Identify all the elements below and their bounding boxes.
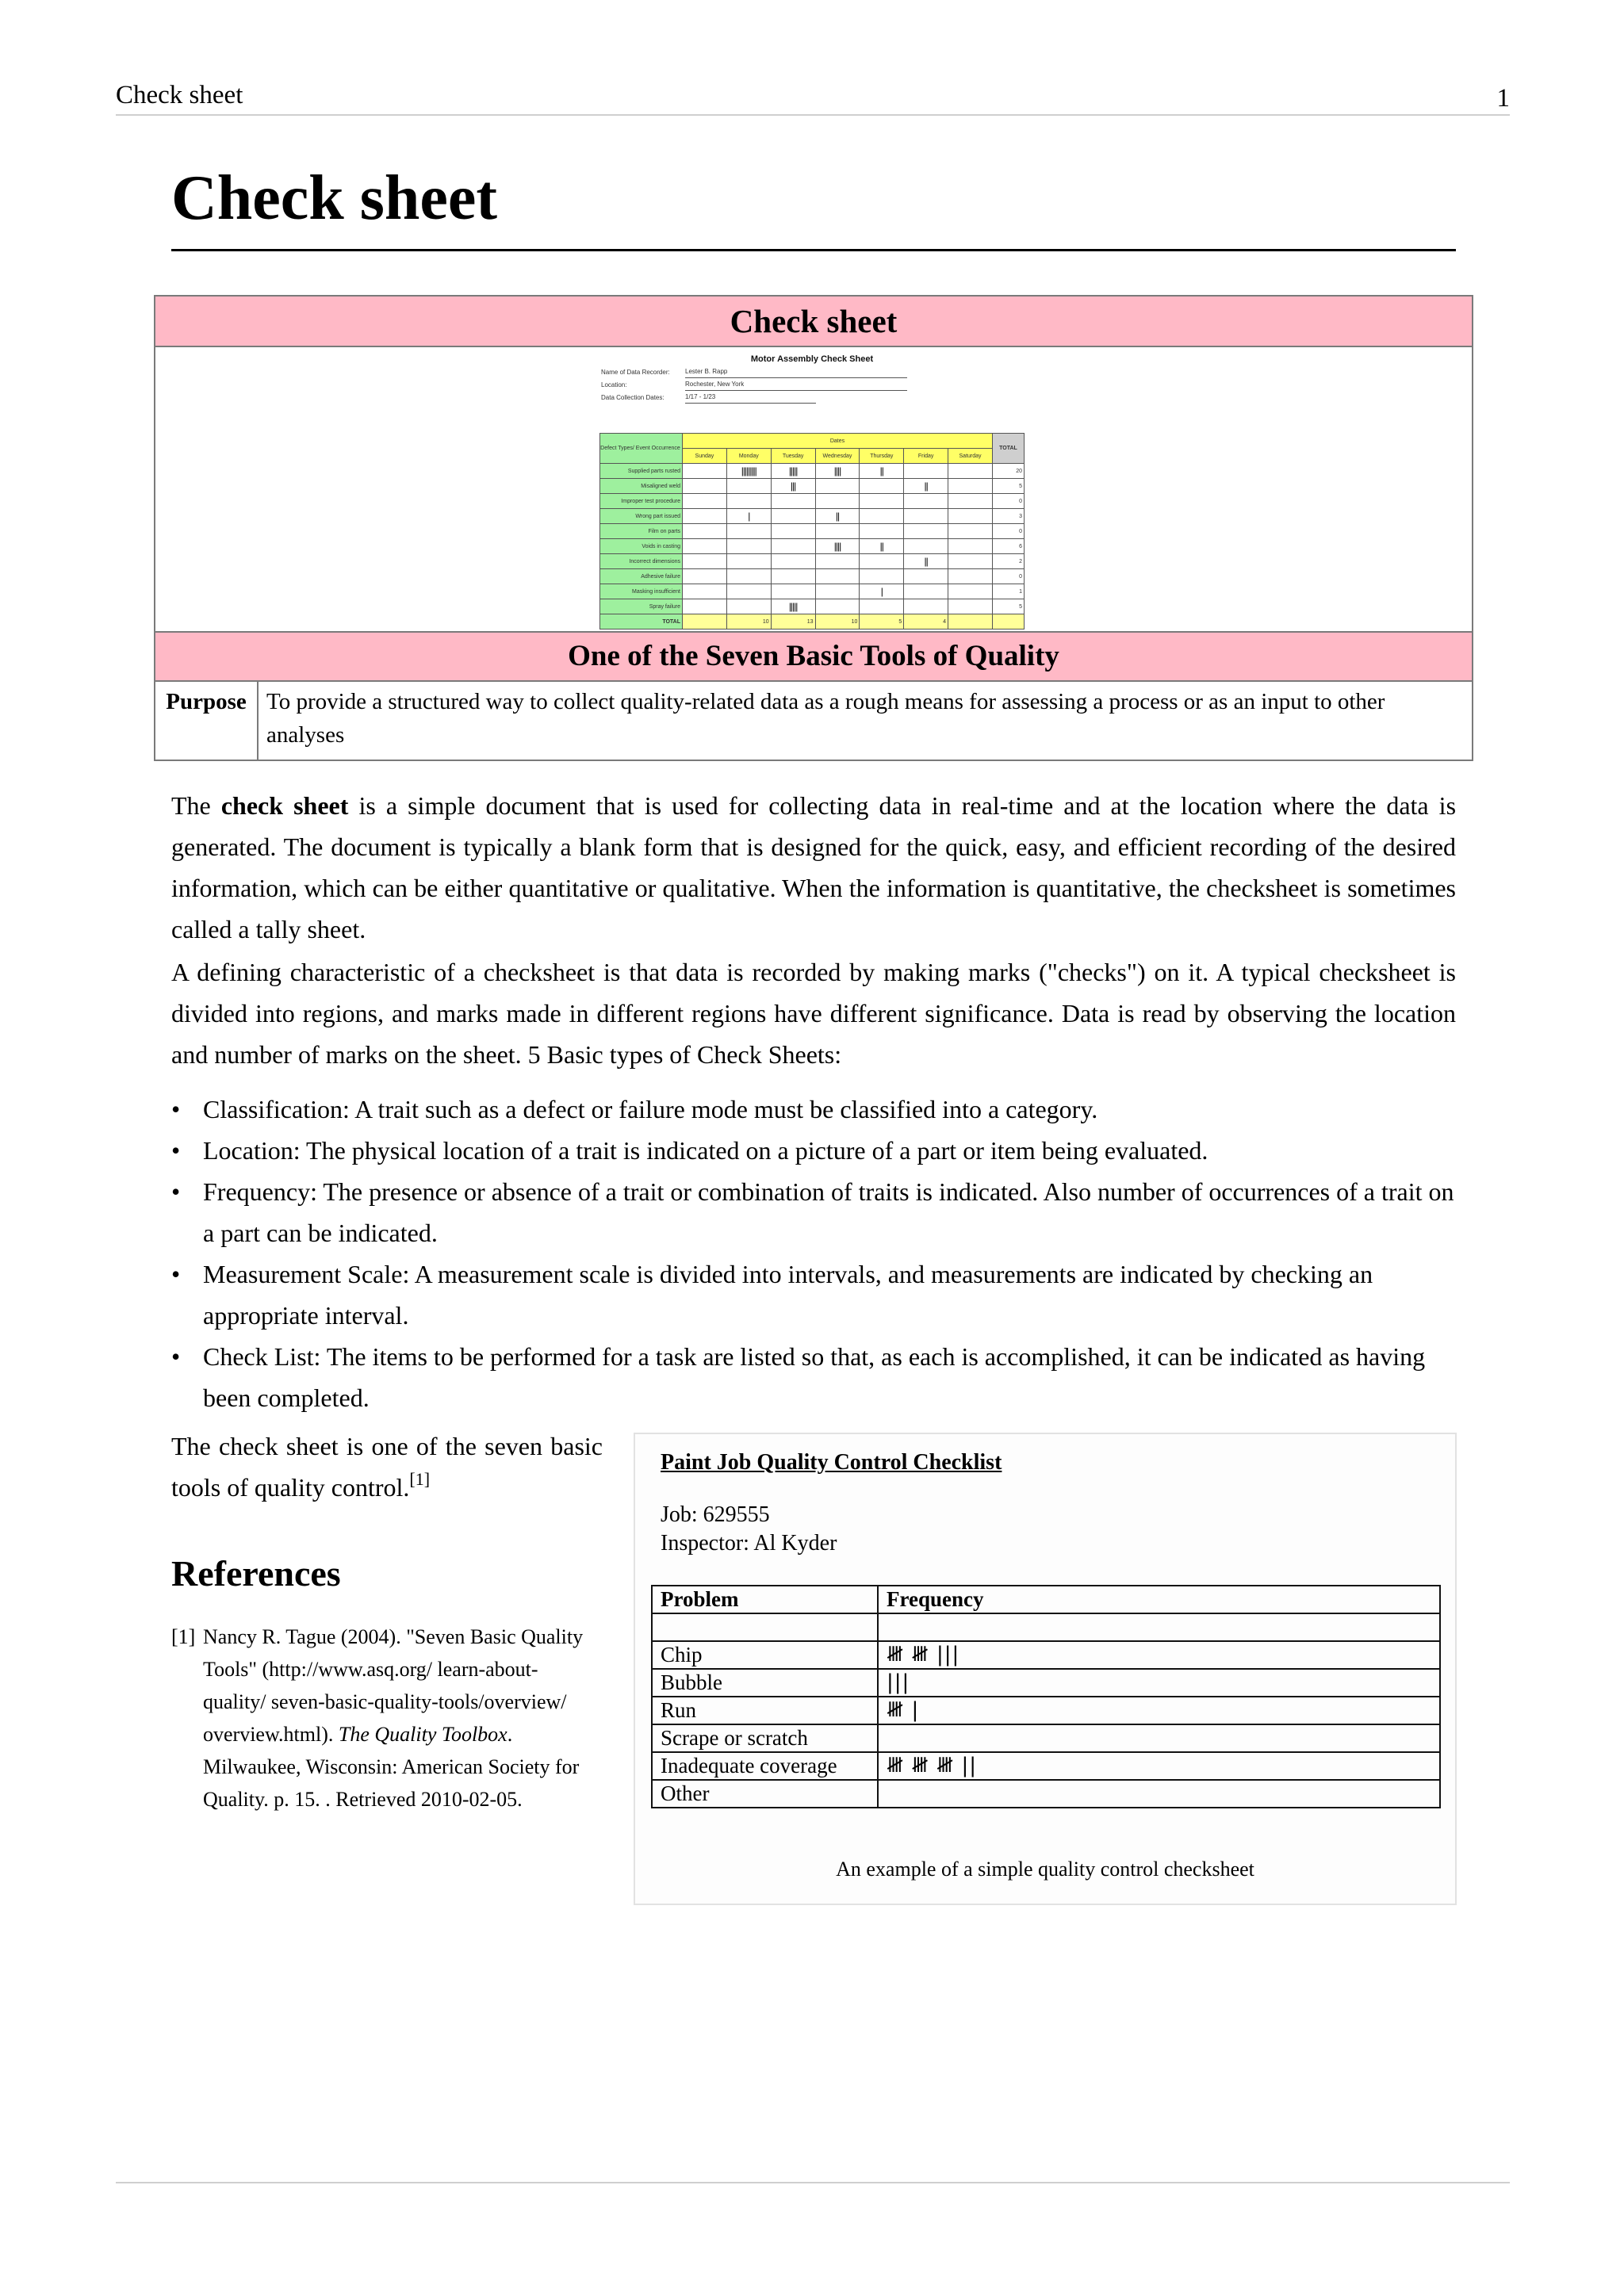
mini-tally-cell: [948, 479, 993, 494]
mini-tally-cell: |||: [771, 479, 815, 494]
mini-tally-cell: [683, 509, 727, 524]
mini-row-label: Film on parts: [600, 524, 683, 539]
mini-day-total: 4: [904, 614, 948, 629]
problem-cell: Run: [652, 1697, 878, 1724]
mini-day-header: Tuesday: [771, 449, 815, 464]
mini-tally-cell: [726, 539, 771, 554]
mini-row-label: Misaligned weld: [600, 479, 683, 494]
list-item: • Classification: A trait such as a defect or failure mode must be classified into a category.: [171, 1089, 1456, 1130]
mini-row-label: Improper test procedure: [600, 494, 683, 509]
mini-tally-cell: [815, 479, 860, 494]
mini-field-value: 1/17 - 1/23: [685, 392, 816, 404]
mini-table-row: [600, 509, 1025, 524]
mini-tally-cell: [771, 509, 815, 524]
mini-day-total: 13: [771, 614, 815, 629]
citation-link[interactable]: [1]: [409, 1469, 431, 1489]
tally-cell: 𝍸 |: [878, 1697, 1440, 1724]
mini-tally-cell: [948, 539, 993, 554]
table-row: [652, 1669, 1440, 1697]
mini-day-total: [948, 614, 993, 629]
mini-day-header: Wednesday: [815, 449, 860, 464]
motor-assembly-check-sheet: [599, 352, 1025, 625]
mini-tally-cell: [683, 569, 727, 584]
mini-tally-cell: [726, 584, 771, 599]
mini-tally-cell: [860, 569, 904, 584]
mini-table-row: [600, 584, 1025, 599]
mini-tally-cell: [815, 554, 860, 569]
mini-table-row: [600, 599, 1025, 614]
check-sheet-types-list: [171, 1089, 1456, 1418]
tally-cell: 𝍸 𝍸 𝍸 ||: [878, 1752, 1440, 1780]
problem-cell: Scrape or scratch: [652, 1724, 878, 1752]
mini-field-value: Lester B. Rapp: [685, 366, 907, 378]
mini-tally-cell: ||: [860, 464, 904, 479]
mini-tally-cell: [860, 509, 904, 524]
mini-tally-cell: [683, 539, 727, 554]
reference-citation[interactable]: Nancy R. Tague (2004). "Seven Basic Quality Tools" (http://www.asq.org/ learn-about-quality/ seven-basic-quality-tools/overview/ overview.html).: [203, 1625, 584, 1746]
footer-divider: [116, 2182, 1510, 2183]
mini-dates-header: Dates: [683, 434, 993, 449]
mini-field: [599, 366, 1025, 379]
mini-row-label: Wrong part issued: [600, 509, 683, 524]
figure-heading: Paint Job Quality Control Checklist: [661, 1450, 1002, 1475]
table-row: [652, 1724, 1440, 1752]
mini-tally-cell: [771, 554, 815, 569]
mini-tally-cell: [726, 524, 771, 539]
mini-row-label: Adhesive failure: [600, 569, 683, 584]
mini-day-total: 10: [815, 614, 860, 629]
problem-cell: Other: [652, 1780, 878, 1808]
page-header: [116, 79, 1510, 116]
mini-tally-cell: [815, 494, 860, 509]
table-header-row: [652, 1586, 1440, 1613]
table-row: [652, 1697, 1440, 1724]
paragraph-intro: [171, 785, 1456, 950]
mini-grand-total: [993, 614, 1025, 629]
mini-tally-cell: |||||: [771, 464, 815, 479]
mini-day-header: Friday: [904, 449, 948, 464]
mini-tally-cell: [683, 554, 727, 569]
mini-tally-cell: [683, 479, 727, 494]
col-frequency-header: Frequency: [878, 1586, 1440, 1613]
mini-field: [599, 392, 1025, 404]
mini-tally-cell: [726, 569, 771, 584]
mini-row-total: 5: [993, 479, 1025, 494]
mini-row-total: 6: [993, 539, 1025, 554]
problem-cell: [652, 1613, 878, 1641]
mini-tally-cell: ||||: [815, 539, 860, 554]
mini-tally-cell: [860, 554, 904, 569]
list-item: • Location: The physical location of a trait is indicated on a picture of a part or item being evaluated.: [171, 1130, 1456, 1171]
mini-row-total: 1: [993, 584, 1025, 599]
mini-tally-cell: [771, 524, 815, 539]
mini-tally-cell: [771, 539, 815, 554]
mini-row-total: 0: [993, 494, 1025, 509]
mini-tally-cell: [860, 494, 904, 509]
list-item: • Frequency: The presence or absence of a trait or combination of traits is indicated. Also number of occurrences of a trait on a part can be indicated.: [171, 1171, 1456, 1253]
mini-day-total: [683, 614, 727, 629]
mini-field-value: Rochester, New York: [685, 379, 907, 391]
page-title: Check sheet: [171, 159, 1456, 251]
mini-tally-cell: [948, 509, 993, 524]
table-row: [652, 1641, 1440, 1669]
mini-row-total: 2: [993, 554, 1025, 569]
mini-tally-cell: [815, 524, 860, 539]
tally-cell: |||: [878, 1669, 1440, 1697]
mini-tally-cell: [904, 464, 948, 479]
mini-tally-cell: [948, 569, 993, 584]
mini-corner-header: Defect Types/ Event Occurrence: [600, 434, 683, 464]
mini-tally-cell: [904, 569, 948, 584]
intro-text-rest: is a simple document that is used for collecting data in real-time and at the location where the data is generated. The document is typically a blank form that is designed for the quick, easy, and efficient recording of the desired information, which can be either quantitative or qualitative. When the information is quantitative, the checksheet is sometimes called a tally sheet.: [171, 791, 1457, 943]
mini-total-header: TOTAL: [993, 434, 1025, 464]
mini-tally-cell: [726, 554, 771, 569]
mini-sheet-title: Motor Assembly Check Sheet: [750, 354, 874, 364]
mini-tally-cell: [683, 464, 727, 479]
seven-tools-text: The check sheet is one of the seven basic tools of quality control.: [171, 1432, 603, 1502]
mini-row-label: Supplied parts rusted: [600, 464, 683, 479]
mini-tally-cell: [904, 524, 948, 539]
mini-tally-cell: [948, 554, 993, 569]
mini-row-label: Masking insufficient: [600, 584, 683, 599]
mini-tally-cell: [860, 599, 904, 614]
mini-row-label: Voids in casting: [600, 539, 683, 554]
infobox: [154, 295, 1473, 761]
reference-publisher: . Milwaukee, Wisconsin: American Society for Quality. p. 15. . Retrieved 2010-02-05.: [203, 1723, 580, 1811]
mini-tally-cell: [815, 584, 860, 599]
mini-tally-cell: [904, 509, 948, 524]
table-row: [652, 1752, 1440, 1780]
mini-tally-cell: ||: [815, 509, 860, 524]
mini-row-total: 0: [993, 569, 1025, 584]
reference-book-title: The Quality Toolbox: [338, 1723, 508, 1746]
table-row: [652, 1613, 1440, 1641]
paragraph-seven-tools: [171, 1425, 603, 1508]
mini-tally-cell: [726, 479, 771, 494]
mini-tally-cell: [726, 494, 771, 509]
tally-cell: [878, 1724, 1440, 1752]
header-title: Check sheet: [116, 81, 243, 109]
infobox-purpose-row: [155, 682, 1472, 760]
checklist-figure: [634, 1433, 1457, 1905]
mini-tally-cell: [860, 479, 904, 494]
infobox-subtitle: One of the Seven Basic Tools of Quality: [155, 633, 1472, 682]
problem-cell: Bubble: [652, 1669, 878, 1697]
mini-tally-cell: [948, 494, 993, 509]
mini-tally-cell: [948, 464, 993, 479]
mini-day-header: Sunday: [683, 449, 727, 464]
tally-cell: 𝍸 𝍸 |||: [878, 1641, 1440, 1669]
mini-tally-cell: [860, 524, 904, 539]
mini-tally-cell: [948, 584, 993, 599]
mini-day-header: Monday: [726, 449, 771, 464]
mini-table-row: [600, 524, 1025, 539]
figure-inspector: Inspector: Al Kyder: [661, 1531, 837, 1556]
mini-tally-cell: [683, 494, 727, 509]
page-number: 1: [1496, 84, 1510, 113]
mini-field-label: Location:: [601, 381, 627, 388]
figure-caption: An example of a simple quality control checksheet: [836, 1858, 1254, 1881]
mini-tally-cell: [904, 584, 948, 599]
mini-row-total: 0: [993, 524, 1025, 539]
table-row: [652, 1780, 1440, 1808]
mini-tally-cell: ||: [860, 539, 904, 554]
intro-text-start: The: [171, 791, 221, 820]
infobox-image: [155, 347, 1472, 633]
col-problem-header: Problem: [652, 1586, 878, 1613]
mini-tally-cell: ||: [904, 554, 948, 569]
mini-header-row: [600, 434, 1025, 449]
mini-tally-cell: [683, 584, 727, 599]
mini-tally-cell: |: [726, 509, 771, 524]
mini-total-row: [600, 614, 1025, 629]
intro-bold-term: check sheet: [220, 791, 349, 820]
mini-field-label: Name of Data Recorder:: [601, 369, 670, 376]
mini-table-row: [600, 554, 1025, 569]
mini-tally-cell: [904, 599, 948, 614]
mini-tally-cell: [771, 569, 815, 584]
mini-tally-cell: ||||: [815, 464, 860, 479]
mini-row-label: Spray failure: [600, 599, 683, 614]
mini-row-total: 5: [993, 599, 1025, 614]
mini-table-row: [600, 479, 1025, 494]
mini-tally-cell: [904, 494, 948, 509]
mini-table-row: [600, 494, 1025, 509]
mini-total-label: TOTAL: [600, 614, 683, 629]
reference-item: [171, 1621, 584, 1816]
mini-table-row: [600, 464, 1025, 479]
mini-tally-cell: |: [860, 584, 904, 599]
mini-tally-cell: |||||||||: [726, 464, 771, 479]
purpose-label: Purpose: [155, 682, 259, 760]
mini-tally-cell: [771, 584, 815, 599]
mini-field-label: Data Collection Dates:: [601, 394, 665, 401]
problem-cell: Inadequate coverage: [652, 1752, 878, 1780]
mini-table-row: [600, 569, 1025, 584]
reference-number: [1]: [171, 1625, 196, 1648]
mini-tally-cell: [683, 524, 727, 539]
list-item: • Check List: The items to be performed for a task are listed so that, as each is accomplished, it can be indicated as having been completed.: [171, 1336, 1456, 1418]
mini-tally-cell: [815, 569, 860, 584]
mini-row-label: Incorrect dimensions: [600, 554, 683, 569]
mini-row-total: 20: [993, 464, 1025, 479]
mini-tally-cell: [815, 599, 860, 614]
mini-tally-table: [599, 433, 1025, 629]
mini-day-header: Saturday: [948, 449, 993, 464]
mini-day-total: 10: [726, 614, 771, 629]
mini-tally-cell: [726, 599, 771, 614]
mini-table-row: [600, 539, 1025, 554]
mini-field: [599, 379, 1025, 392]
list-item: • Measurement Scale: A measurement scale is divided into intervals, and measurements are indicated by checking an appropriate interval.: [171, 1253, 1456, 1336]
infobox-title: Check sheet: [155, 297, 1472, 347]
problem-cell: Chip: [652, 1641, 878, 1669]
mini-tally-cell: [771, 494, 815, 509]
mini-tally-cell: [683, 599, 727, 614]
purpose-text: To provide a structured way to collect quality-related data as a rough means for assessing a process or as an input to other analyses: [266, 689, 1385, 748]
reference-text: [171, 1621, 584, 1816]
checklist-table: [651, 1585, 1441, 1808]
references-heading: References: [171, 1553, 341, 1594]
tally-cell: [878, 1613, 1440, 1641]
mini-tally-cell: [948, 599, 993, 614]
figure-job: Job: 629555: [661, 1502, 770, 1527]
tally-cell: [878, 1780, 1440, 1808]
mini-day-total: 5: [860, 614, 904, 629]
mini-tally-cell: |||||: [771, 599, 815, 614]
paragraph-characteristic: A defining characteristic of a checksheet is that data is recorded by making marks ("checks") on it. A typical checksheet is divided into regions, and marks made in different regions have different significance. Data is read by observing the location and number of marks on the sheet. 5 Basic types of Check Sheets:: [171, 958, 1456, 1069]
mini-row-total: 3: [993, 509, 1025, 524]
mini-tally-cell: ||: [904, 479, 948, 494]
mini-day-header: Thursday: [860, 449, 904, 464]
mini-tally-cell: [904, 539, 948, 554]
mini-tally-cell: [948, 524, 993, 539]
